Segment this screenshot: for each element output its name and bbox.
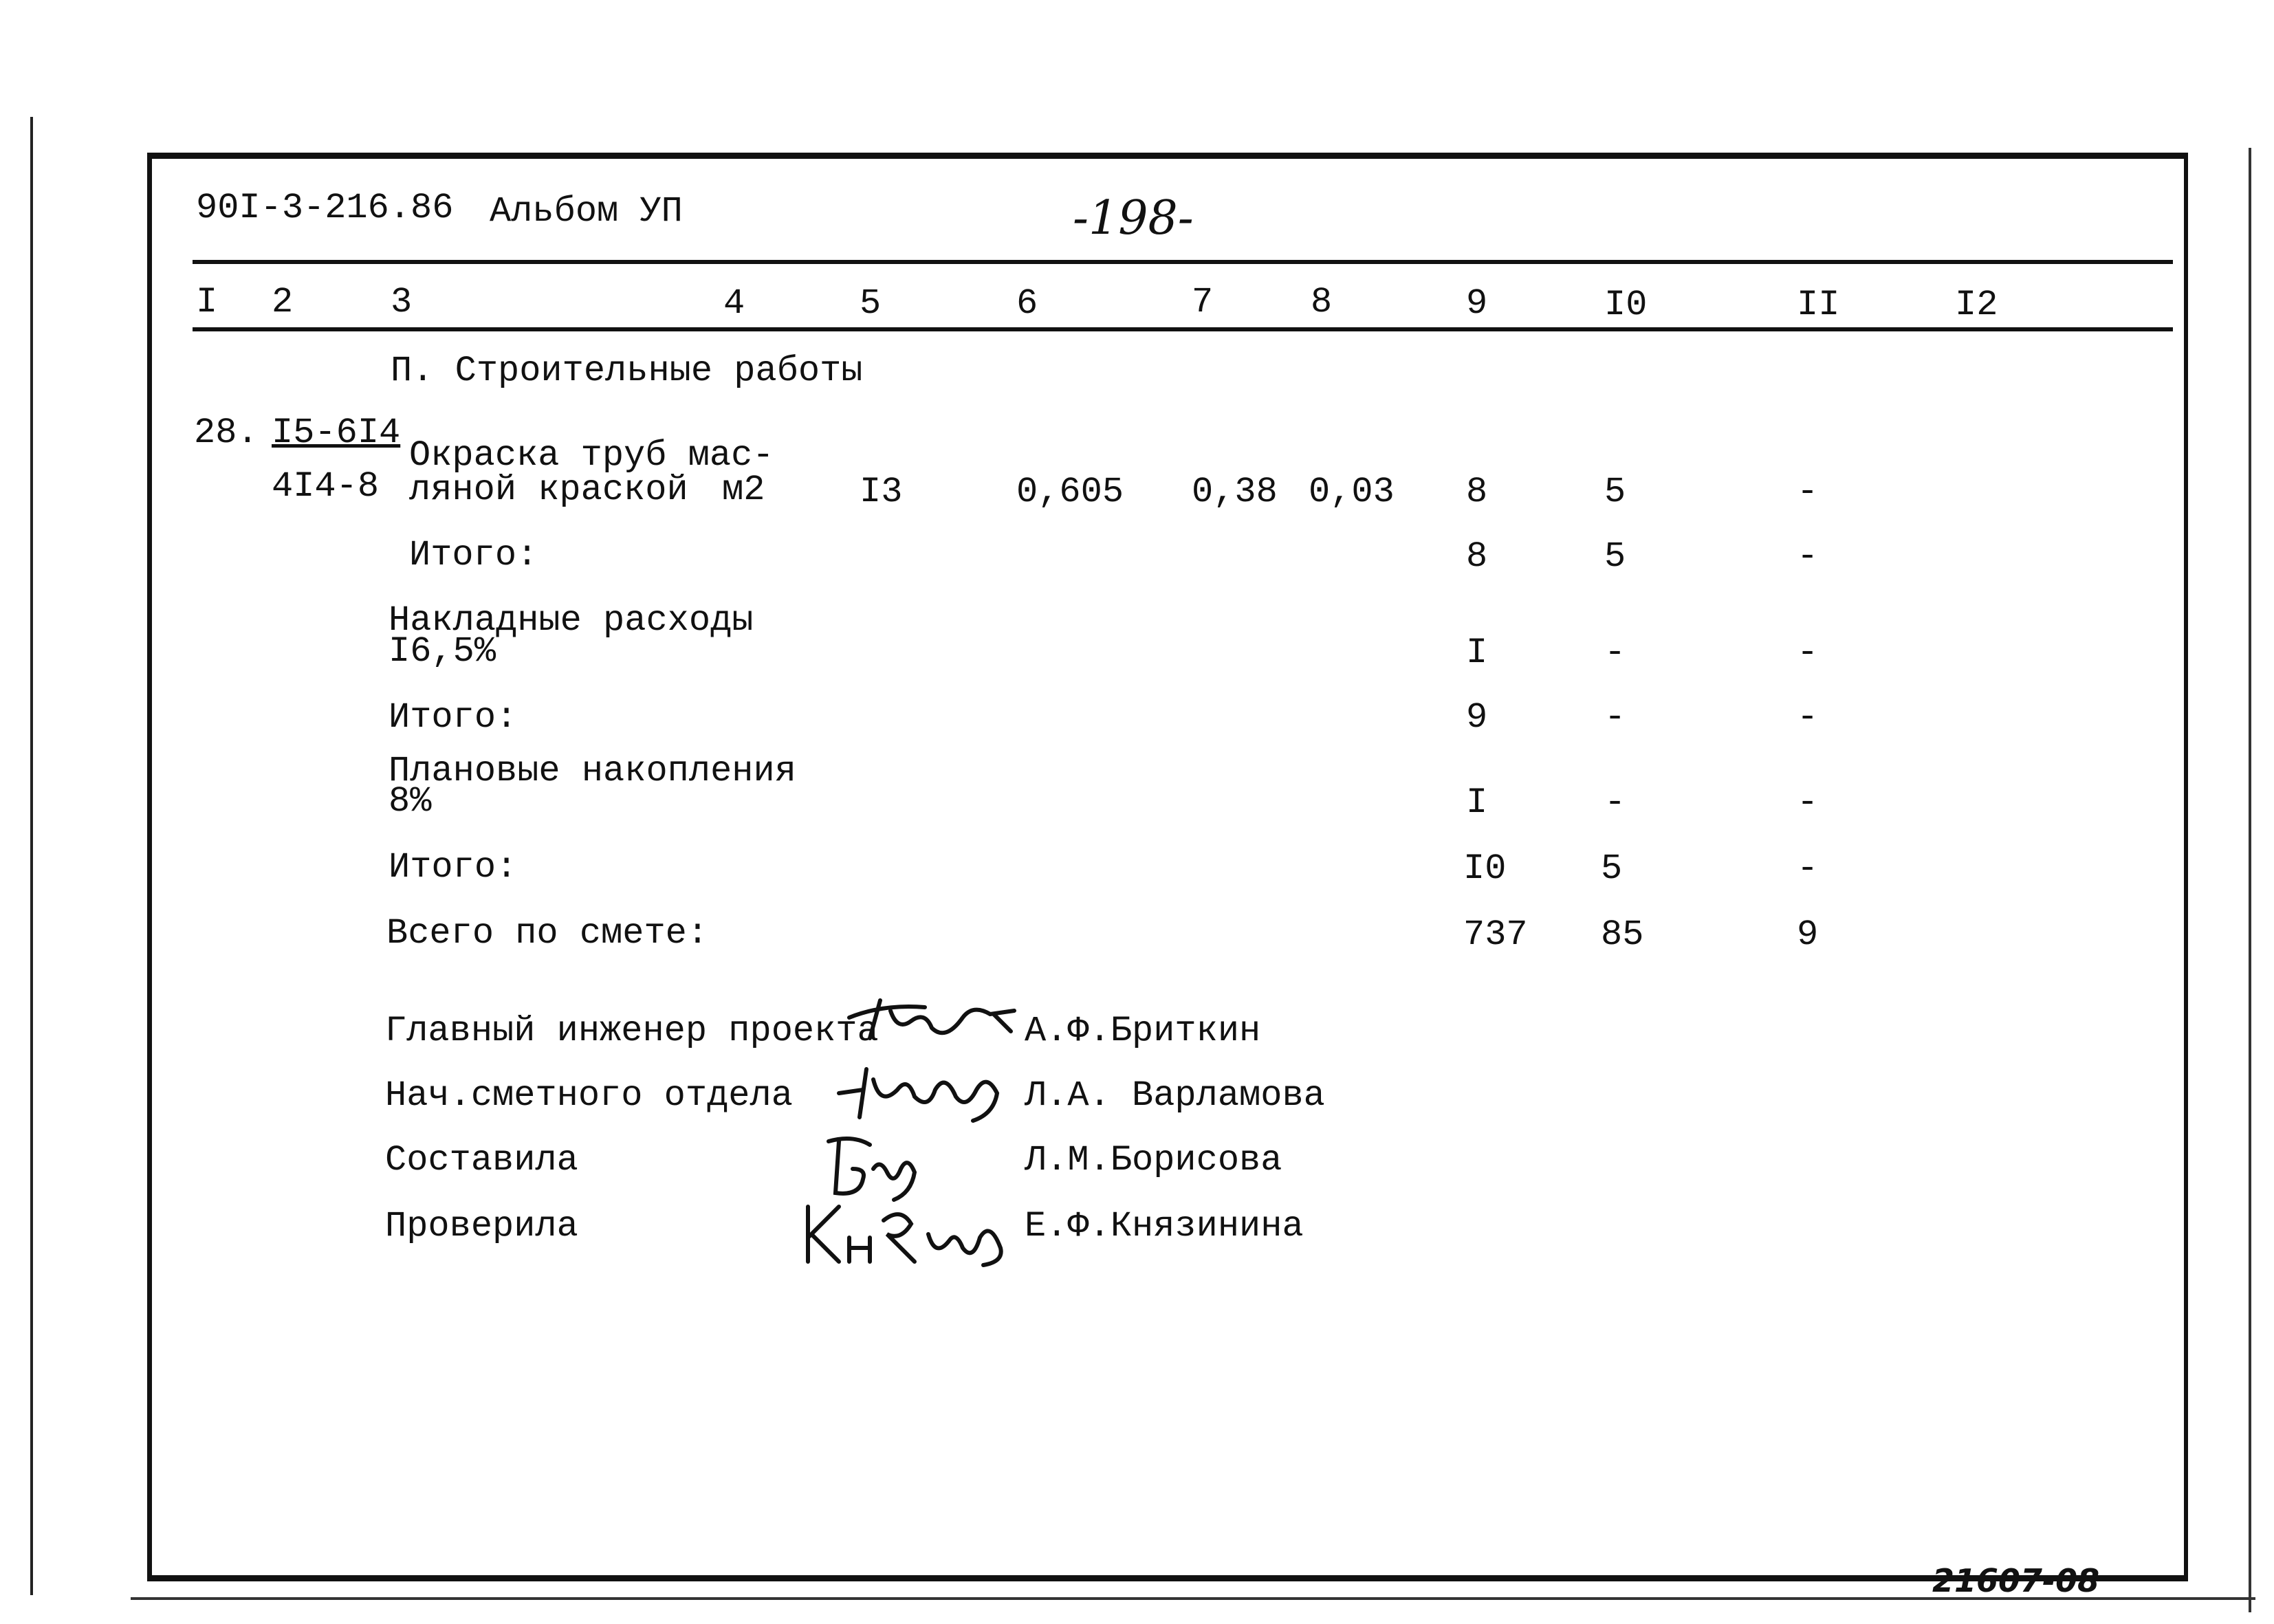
column-number: 4 — [723, 283, 745, 324]
handwritten-signature — [798, 1193, 1018, 1269]
item-quantity: I3 — [860, 472, 903, 512]
item-col9: 8 — [1466, 472, 1488, 512]
header-bottom-rule — [193, 327, 2173, 331]
col9-value: 737 — [1463, 914, 1528, 955]
item-code-top: I5-6I4 — [272, 413, 401, 453]
column-number: I2 — [1955, 285, 1998, 325]
footer-cipher: 21607-08 — [1932, 1562, 2100, 1599]
column-number: II — [1797, 285, 1840, 325]
overhead-rate: I6,5% — [389, 631, 496, 672]
signature-name: Л.А. Варламова — [1025, 1075, 1325, 1116]
col11-value: - — [1797, 633, 1819, 673]
column-number: I — [196, 282, 218, 322]
item-col6: 0,605 — [1016, 472, 1124, 512]
col11-value: - — [1797, 848, 1819, 889]
signature-role: Проверила — [385, 1206, 578, 1247]
col11-value: - — [1797, 697, 1819, 738]
item-name-line2: ляной краской — [409, 470, 688, 510]
item-number: 28. — [194, 413, 259, 453]
signature-name: А.Ф.Бриткин — [1025, 1011, 1261, 1051]
signature-name: Л.М.Борисова — [1025, 1140, 1282, 1181]
item-name-line1: Окраска труб мас- — [409, 435, 774, 476]
item-col11: - — [1797, 472, 1819, 512]
handwritten-signature — [832, 1055, 1011, 1124]
subtotal-label: Итого: — [389, 847, 518, 888]
col10-value: - — [1604, 782, 1626, 823]
col9-value: 8 — [1466, 536, 1488, 577]
signature-name: Е.Ф.Князинина — [1025, 1206, 1304, 1247]
subtotal-label: Итого: — [389, 697, 518, 738]
col9-value: I — [1466, 782, 1488, 823]
item-col10: 5 — [1604, 472, 1626, 512]
right-edge-line — [2249, 148, 2251, 1612]
grand-total-label: Всего по смете: — [386, 913, 709, 954]
binding-margin-line — [30, 117, 33, 1595]
col10-value: - — [1604, 697, 1626, 738]
column-number: 6 — [1016, 283, 1038, 324]
item-col7: 0,38 — [1192, 472, 1278, 512]
column-number: 9 — [1466, 283, 1488, 324]
col10-value: 85 — [1601, 914, 1644, 955]
album-label: Альбом УП — [490, 191, 683, 232]
subtotal-label: Итого: — [409, 535, 538, 575]
column-number: I0 — [1604, 285, 1648, 325]
col11-value: - — [1797, 536, 1819, 577]
signature-role: Нач.сметного отдела — [385, 1075, 793, 1116]
col9-value: 9 — [1466, 697, 1488, 738]
column-number: 7 — [1192, 282, 1214, 322]
item-col8: 0,03 — [1309, 472, 1395, 512]
column-number: 3 — [391, 282, 413, 322]
col9-value: I — [1466, 633, 1488, 673]
column-number: 8 — [1311, 282, 1333, 322]
column-number: 5 — [860, 283, 882, 324]
item-code-bottom: 4I4-8 — [272, 466, 380, 507]
page-number: -198- — [1073, 191, 1194, 245]
col11-value: 9 — [1797, 914, 1819, 955]
col10-value: 5 — [1601, 848, 1623, 889]
signature-role: Главный инженер проекта — [385, 1011, 879, 1051]
col9-value: I0 — [1463, 848, 1507, 889]
planned-savings-label: Плановые накопления — [389, 751, 796, 791]
col10-value: - — [1604, 633, 1626, 673]
section-title: П. Строительные работы — [391, 351, 863, 391]
column-number: 2 — [272, 282, 294, 322]
handwritten-signature — [842, 990, 1028, 1052]
overhead-label: Накладные расходы — [389, 600, 754, 641]
planned-savings-rate: 8% — [389, 781, 432, 822]
item-unit: м2 — [722, 470, 765, 510]
header-top-rule — [193, 260, 2173, 264]
col10-value: 5 — [1604, 536, 1626, 577]
document-code: 90I-3-216.86 — [196, 188, 454, 228]
col11-value: - — [1797, 782, 1819, 823]
signature-role: Составила — [385, 1140, 578, 1181]
